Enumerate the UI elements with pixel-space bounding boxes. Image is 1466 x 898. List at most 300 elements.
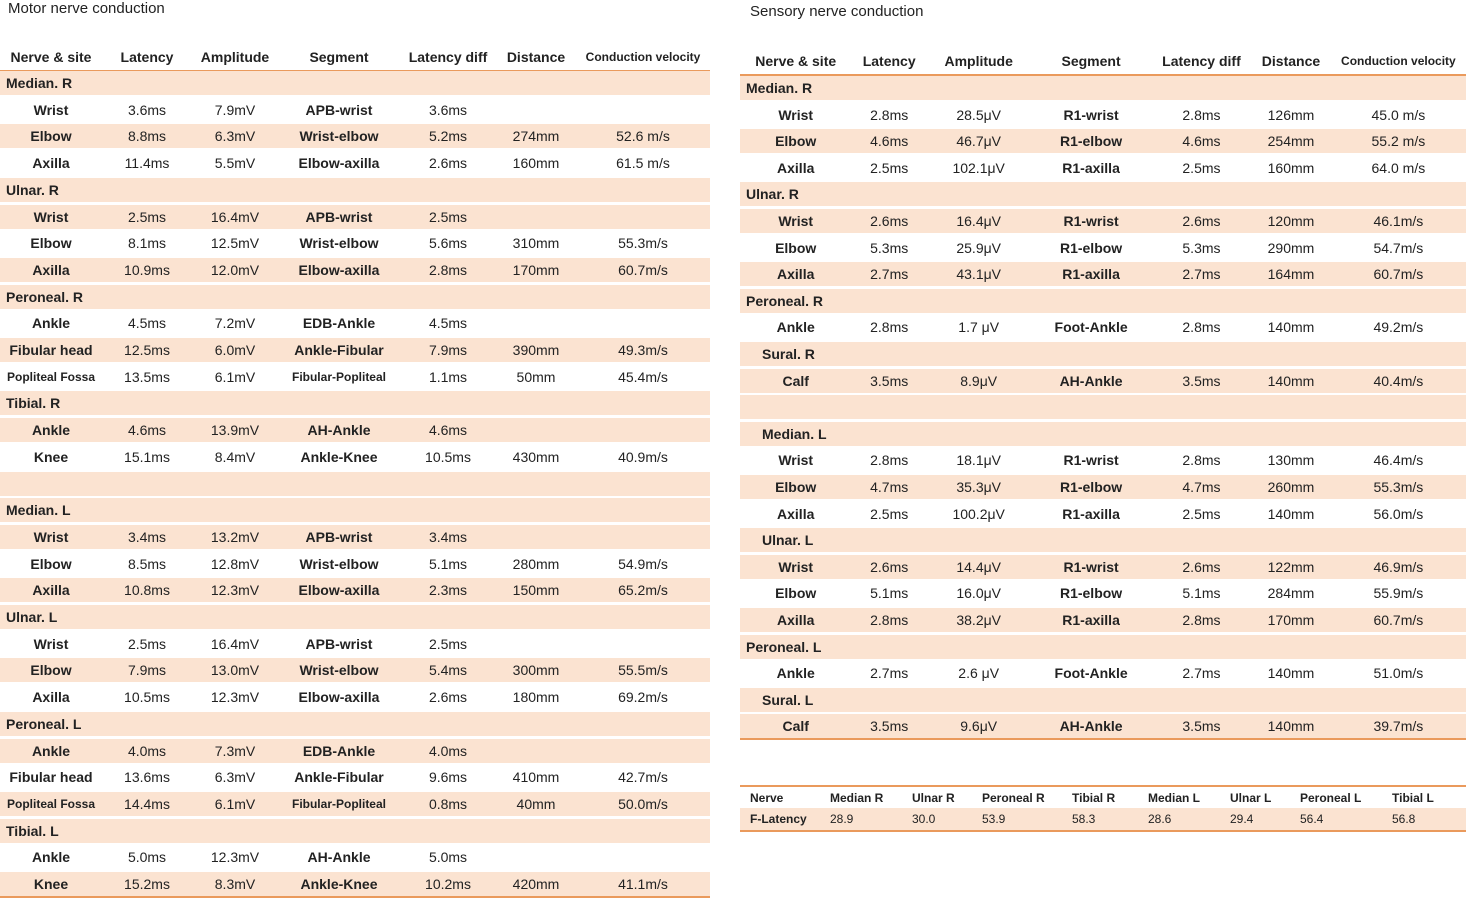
motor-cell-latency: 10.9ms [124, 261, 170, 278]
sensory-cell-site: Elbow [775, 585, 817, 602]
sensory-header-cell: Segment [1061, 53, 1121, 69]
motor-cell-amplitude: 13.2mV [210, 528, 260, 545]
motor-data-row [0, 445, 710, 469]
sensory-title: Sensory nerve conduction [750, 3, 924, 20]
motor-cell-latency-diff: 5.6ms [428, 235, 468, 252]
sensory-header-cell: Amplitude [944, 53, 1013, 69]
sensory-group-row [740, 688, 1466, 712]
motor-cell-velocity: 55.5m/s [618, 662, 668, 679]
motor-cell-latency-diff: 4.6ms [428, 422, 468, 439]
motor-data-row [0, 418, 710, 442]
sensory-group-label: Sural. L [762, 691, 814, 708]
f-latency-header-cell: Tibial R [1072, 791, 1116, 805]
sensory-cell-velocity: 55.2 m/s [1371, 133, 1426, 150]
sensory-cell-latency-diff: 2.7ms [1182, 266, 1221, 283]
motor-cell-latency-diff: 5.2ms [428, 128, 468, 145]
sensory-group-row [740, 76, 1466, 100]
motor-cell-latency: 10.8ms [124, 582, 170, 599]
motor-data-row [0, 658, 710, 682]
sensory-cell-latency: 5.1ms [870, 585, 909, 602]
motor-cell-latency: 3.6ms [127, 101, 167, 118]
motor-cell-velocity: 40.9m/s [618, 448, 668, 465]
sensory-cell-segment: R1-axilla [1062, 612, 1120, 628]
sensory-header-row [740, 48, 1466, 76]
sensory-cell-distance: 120mm [1267, 213, 1315, 229]
sensory-cell-latency-diff: 2.8ms [1182, 612, 1221, 628]
motor-cell-site: Fibular head [9, 769, 93, 786]
motor-header-cell: Nerve & site [10, 49, 92, 65]
sensory-cell-distance: 260mm [1267, 479, 1315, 495]
sensory-cell-site: Wrist [778, 106, 814, 123]
motor-cell-latency: 2.5ms [127, 208, 167, 225]
motor-cell-distance: 170mm [512, 261, 560, 278]
sensory-cell-latency-diff: 2.8ms [1182, 319, 1221, 336]
motor-group-label: Peroneal. R [6, 288, 84, 305]
sensory-cell-amplitude: 43.1μV [956, 266, 1002, 283]
motor-cell-velocity: 55.3m/s [618, 235, 668, 252]
sensory-cell-latency: 2.8ms [870, 106, 909, 123]
motor-cell-segment: APB-wrist [305, 208, 373, 225]
motor-cell-latency: 8.5ms [127, 555, 167, 572]
motor-cell-amplitude: 12.5mV [210, 235, 260, 252]
motor-header-cell: Amplitude [200, 49, 270, 65]
sensory-cell-segment: AH-Ankle [1059, 718, 1123, 735]
sensory-cell-latency-diff: 2.5ms [1182, 505, 1221, 522]
sensory-cell-segment: R1-elbow [1059, 239, 1123, 256]
motor-header-cell: Latency diff [408, 49, 488, 65]
sensory-bottom-rule [740, 738, 1466, 740]
motor-cell-site: Elbow [30, 128, 72, 145]
sensory-cell-latency-diff: 2.7ms [1182, 665, 1221, 682]
motor-cell-segment: AH-Ankle [307, 422, 371, 439]
sensory-cell-amplitude: 35.3μV [956, 479, 1002, 495]
f-latency-header-cell: Ulnar L [1230, 791, 1272, 805]
sensory-cell-amplitude: 2.6 μV [958, 665, 1000, 682]
sensory-data-row [740, 581, 1466, 605]
motor-cell-latency-diff: 2.8ms [428, 261, 468, 278]
motor-cell-latency: 8.8ms [127, 128, 167, 145]
sensory-cell-segment: R1-axilla [1062, 159, 1120, 176]
sensory-data-row [740, 236, 1466, 260]
sensory-data-row [740, 502, 1466, 526]
motor-cell-latency-diff: 5.0ms [428, 849, 468, 866]
sensory-cell-amplitude: 14.4μV [956, 558, 1002, 575]
sensory-data-row [740, 315, 1466, 339]
motor-cell-latency-diff: 5.1ms [428, 555, 468, 572]
motor-data-row [0, 872, 710, 896]
f-latency-header-cell: Ulnar R [912, 791, 955, 805]
sensory-cell-segment: Foot-Ankle [1054, 319, 1128, 336]
f-latency-header-row [740, 785, 1466, 809]
motor-cell-latency: 10.5ms [124, 689, 170, 706]
motor-group-label: Median. L [6, 502, 71, 519]
motor-cell-velocity: 42.7m/s [618, 769, 668, 786]
sensory-spacer-row [740, 395, 1466, 419]
sensory-data-row [740, 555, 1466, 579]
sensory-group-label: Ulnar. R [746, 186, 799, 203]
sensory-cell-velocity: 39.7m/s [1373, 718, 1424, 735]
sensory-cell-amplitude: 46.7μV [956, 133, 1002, 150]
motor-cell-segment: Wrist-elbow [299, 235, 379, 252]
sensory-cell-latency: 2.5ms [870, 505, 909, 522]
motor-cell-distance: 300mm [512, 662, 560, 679]
sensory-cell-latency: 2.7ms [870, 665, 909, 682]
motor-data-row [0, 338, 710, 362]
sensory-cell-velocity: 54.7m/s [1373, 239, 1424, 256]
motor-cell-segment: Ankle-Knee [300, 876, 378, 892]
motor-cell-site: Elbow [30, 662, 72, 679]
sensory-cell-segment: R1-wrist [1063, 213, 1119, 229]
motor-data-row [0, 205, 710, 229]
motor-cell-amplitude: 13.0mV [210, 662, 260, 679]
sensory-cell-velocity: 60.7m/s [1373, 612, 1424, 628]
motor-cell-latency: 4.6ms [127, 422, 167, 439]
motor-cell-latency: 2.5ms [127, 635, 167, 652]
sensory-cell-distance: 126mm [1267, 106, 1315, 123]
sensory-cell-latency-diff: 5.1ms [1182, 585, 1221, 602]
motor-cell-amplitude: 12.8mV [210, 555, 260, 572]
motor-cell-segment: Elbow-axilla [298, 582, 380, 599]
sensory-data-row [740, 448, 1466, 472]
sensory-data-row [740, 262, 1466, 286]
motor-cell-amplitude: 6.3mV [214, 769, 256, 786]
motor-cell-segment: Ankle-Knee [300, 448, 378, 465]
sensory-cell-segment: R1-elbow [1059, 479, 1123, 495]
sensory-cell-latency: 2.6ms [870, 213, 909, 229]
motor-cell-amplitude: 16.4mV [210, 208, 260, 225]
sensory-cell-amplitude: 38.2μV [956, 612, 1002, 628]
sensory-cell-latency: 4.7ms [870, 479, 909, 495]
motor-cell-velocity: 69.2m/s [618, 689, 668, 706]
motor-cell-segment: Elbow-axilla [298, 155, 380, 172]
motor-data-row [0, 739, 710, 763]
motor-cell-site: Fibular head [9, 342, 93, 358]
motor-cell-amplitude: 6.1mV [214, 795, 256, 812]
sensory-header-cell: Latency [862, 53, 916, 69]
motor-header-cell: Latency [120, 49, 174, 65]
sensory-group-label: Peroneal. R [746, 292, 824, 309]
sensory-cell-amplitude: 16.4μV [956, 213, 1002, 229]
motor-data-row [0, 258, 710, 282]
motor-cell-amplitude: 16.4mV [210, 635, 260, 652]
motor-cell-latency-diff: 3.4ms [428, 528, 468, 545]
motor-cell-amplitude: 6.0mV [214, 342, 256, 358]
sensory-cell-velocity: 56.0m/s [1373, 505, 1424, 522]
motor-data-row [0, 311, 710, 335]
sensory-cell-latency-diff: 2.5ms [1182, 159, 1221, 176]
motor-data-row [0, 525, 710, 549]
motor-cell-latency-diff: 2.5ms [428, 208, 468, 225]
motor-cell-latency: 13.5ms [124, 368, 170, 385]
motor-cell-latency-diff: 9.6ms [428, 769, 468, 786]
motor-cell-velocity: 61.5 m/s [616, 155, 670, 172]
motor-cell-latency: 4.0ms [127, 742, 167, 759]
sensory-cell-velocity: 60.7m/s [1373, 266, 1424, 283]
sensory-cell-segment: R1-wrist [1063, 452, 1119, 469]
sensory-cell-latency-diff: 2.6ms [1182, 558, 1221, 575]
sensory-cell-latency: 3.5ms [870, 718, 909, 735]
motor-data-row [0, 765, 710, 789]
sensory-group-row [740, 342, 1466, 366]
sensory-cell-distance: 140mm [1267, 718, 1315, 735]
sensory-cell-segment: AH-Ankle [1059, 372, 1123, 389]
motor-cell-latency-diff: 2.3ms [428, 582, 468, 599]
sensory-cell-latency-diff: 3.5ms [1182, 372, 1221, 389]
motor-cell-distance: 420mm [512, 876, 560, 892]
sensory-cell-amplitude: 8.9μV [960, 372, 998, 389]
motor-cell-latency: 15.1ms [124, 448, 170, 465]
motor-cell-amplitude: 13.9mV [210, 422, 260, 439]
motor-cell-latency-diff: 5.4ms [428, 662, 468, 679]
sensory-cell-latency: 3.5ms [870, 372, 909, 389]
motor-cell-latency-diff: 1.1ms [428, 368, 468, 385]
motor-cell-distance: 410mm [512, 769, 560, 786]
sensory-header-cell: Nerve & site [755, 53, 837, 69]
motor-cell-amplitude: 12.0mV [210, 261, 260, 278]
sensory-cell-velocity: 55.9m/s [1373, 585, 1424, 602]
sensory-cell-velocity: 45.0 m/s [1371, 106, 1426, 123]
motor-cell-site: Elbow [30, 555, 72, 572]
sensory-cell-distance: 130mm [1267, 452, 1315, 469]
motor-cell-distance: 430mm [512, 448, 560, 465]
sensory-cell-amplitude: 100.2μV [952, 505, 1005, 522]
f-latency-header-cell: Median L [1148, 791, 1201, 805]
sensory-data-row [740, 129, 1466, 153]
f-latency-value: 30.0 [912, 812, 936, 826]
sensory-cell-site: Ankle [776, 319, 815, 336]
sensory-cell-site: Wrist [778, 452, 814, 469]
sensory-cell-velocity: 46.4m/s [1373, 452, 1424, 469]
sensory-cell-site: Ankle [776, 665, 815, 682]
sensory-data-row [740, 608, 1466, 632]
motor-cell-segment: Wrist-elbow [299, 662, 379, 679]
motor-cell-site: Axilla [32, 689, 70, 706]
motor-cell-velocity: 60.7m/s [618, 261, 668, 278]
motor-cell-latency: 12.5ms [124, 342, 170, 358]
sensory-cell-distance: 140mm [1267, 319, 1315, 336]
motor-cell-velocity: 49.3m/s [618, 342, 668, 358]
motor-spacer-row [0, 472, 710, 496]
motor-cell-segment: EDB-Ankle [302, 315, 376, 332]
motor-group-label: Ulnar. L [6, 609, 58, 625]
motor-group-label: Ulnar. R [6, 181, 59, 198]
sensory-cell-site: Elbow [775, 133, 817, 150]
motor-cell-latency: 3.4ms [127, 528, 167, 545]
motor-cell-amplitude: 7.3mV [214, 742, 256, 759]
sensory-cell-segment: R1-axilla [1062, 505, 1120, 522]
motor-cell-latency-diff: 2.6ms [428, 155, 468, 172]
motor-cell-velocity: 50.0m/s [618, 795, 668, 812]
sensory-cell-site: Axilla [777, 266, 815, 283]
sensory-group-label: Ulnar. L [762, 532, 814, 549]
motor-cell-distance: 50mm [516, 368, 556, 385]
motor-cell-amplitude: 5.5mV [214, 155, 256, 172]
sensory-cell-distance: 140mm [1267, 372, 1315, 389]
motor-cell-latency-diff: 2.5ms [428, 635, 468, 652]
sensory-cell-latency-diff: 5.3ms [1182, 239, 1221, 256]
motor-data-row [0, 685, 710, 709]
sensory-cell-velocity: 46.1m/s [1373, 213, 1424, 229]
motor-cell-velocity: 65.2m/s [618, 582, 668, 599]
sensory-cell-velocity: 51.0m/s [1373, 665, 1424, 682]
motor-cell-amplitude: 7.9mV [214, 101, 256, 118]
motor-cell-amplitude: 12.3mV [210, 582, 260, 599]
motor-cell-site: Popliteal Fossa [6, 369, 96, 384]
motor-group-row [0, 819, 710, 843]
motor-data-row [0, 845, 710, 869]
motor-cell-latency: 8.1ms [127, 235, 167, 252]
motor-cell-site: Knee [33, 448, 69, 465]
motor-cell-latency: 13.6ms [124, 769, 170, 786]
sensory-group-label: Median. L [762, 425, 827, 442]
sensory-cell-distance: 284mm [1267, 585, 1315, 602]
motor-cell-distance: 40mm [516, 795, 556, 812]
f-latency-label: F-Latency [750, 812, 807, 826]
sensory-cell-latency-diff: 4.6ms [1182, 133, 1221, 150]
sensory-cell-distance: 140mm [1267, 665, 1315, 682]
sensory-cell-distance: 160mm [1267, 159, 1315, 176]
motor-cell-segment: Fibular-Popliteal [291, 796, 386, 811]
sensory-data-row [740, 661, 1466, 685]
sensory-cell-velocity: 64.0 m/s [1371, 159, 1426, 176]
motor-cell-amplitude: 8.3mV [214, 876, 256, 892]
motor-cell-velocity: 52.6 m/s [616, 128, 670, 145]
motor-cell-segment: EDB-Ankle [302, 742, 376, 759]
sensory-cell-latency: 2.8ms [870, 612, 909, 628]
motor-data-row [0, 151, 710, 175]
motor-group-label: Tibial. L [6, 822, 59, 839]
motor-cell-segment: Fibular-Popliteal [291, 369, 386, 384]
motor-data-row [0, 792, 710, 816]
motor-cell-site: Axilla [32, 155, 70, 172]
motor-group-label: Median. R [6, 75, 73, 91]
motor-cell-latency: 4.5ms [127, 315, 167, 332]
motor-cell-distance: 160mm [512, 155, 560, 172]
sensory-cell-amplitude: 16.0μV [956, 585, 1002, 602]
sensory-cell-segment: Foot-Ankle [1054, 665, 1128, 682]
motor-cell-segment: AH-Ankle [307, 849, 371, 866]
motor-cell-site: Elbow [30, 235, 72, 252]
f-latency-header-cell: Peroneal R [982, 791, 1045, 805]
motor-cell-site: Knee [33, 876, 69, 892]
motor-cell-segment: Elbow-axilla [298, 689, 380, 706]
motor-cell-amplitude: 7.2mV [214, 315, 256, 332]
motor-cell-distance: 274mm [512, 128, 560, 145]
f-latency-value: 28.6 [1148, 812, 1172, 826]
motor-group-row [0, 605, 710, 629]
motor-header-cell: Conduction velocity [585, 50, 701, 64]
motor-cell-latency: 11.4ms [124, 155, 170, 172]
sensory-data-row [740, 714, 1466, 738]
f-latency-header-cell: Nerve [750, 791, 784, 805]
motor-data-row [0, 231, 710, 255]
sensory-cell-amplitude: 28.5μV [956, 106, 1002, 123]
motor-cell-latency-diff: 10.2ms [425, 876, 471, 892]
sensory-cell-latency: 2.8ms [870, 452, 909, 469]
motor-cell-amplitude: 6.3mV [214, 128, 256, 145]
sensory-cell-amplitude: 18.1μV [956, 452, 1002, 469]
motor-group-row [0, 178, 710, 202]
sensory-cell-latency-diff: 2.8ms [1182, 106, 1221, 123]
sensory-cell-segment: R1-wrist [1063, 106, 1119, 123]
motor-cell-velocity: 54.9m/s [618, 555, 668, 572]
motor-cell-latency: 7.9ms [127, 662, 167, 679]
motor-cell-latency: 14.4ms [124, 795, 170, 812]
motor-cell-segment: APB-wrist [305, 101, 373, 118]
sensory-cell-latency: 5.3ms [870, 239, 909, 256]
motor-cell-segment: APB-wrist [305, 528, 373, 545]
sensory-cell-amplitude: 9.6μV [960, 718, 998, 735]
motor-cell-site: Popliteal Fossa [6, 796, 96, 811]
motor-group-row [0, 498, 710, 522]
motor-group-label: Tibial. R [6, 395, 61, 412]
sensory-cell-site: Axilla [777, 159, 815, 176]
motor-cell-site: Wrist [33, 528, 69, 545]
motor-cell-distance: 180mm [512, 689, 560, 706]
motor-cell-site: Ankle [31, 315, 71, 332]
motor-cell-latency-diff: 0.8ms [428, 795, 468, 812]
sensory-cell-site: Axilla [777, 505, 815, 522]
sensory-cell-distance: 254mm [1267, 133, 1315, 150]
sensory-data-row [740, 209, 1466, 233]
motor-cell-distance: 310mm [512, 235, 560, 252]
motor-data-row [0, 632, 710, 656]
motor-cell-latency-diff: 3.6ms [428, 101, 468, 118]
sensory-cell-distance: 164mm [1267, 266, 1315, 283]
sensory-cell-site: Calf [782, 372, 809, 389]
sensory-cell-latency-diff: 2.6ms [1182, 213, 1221, 229]
f-latency-header-cell: Peroneal L [1300, 791, 1362, 805]
f-latency-value: 29.4 [1230, 812, 1254, 826]
motor-data-row [0, 578, 710, 602]
motor-data-row [0, 124, 710, 148]
sensory-cell-velocity: 49.2m/s [1373, 319, 1424, 336]
motor-cell-latency-diff: 2.6ms [428, 689, 468, 706]
motor-cell-latency-diff: 4.5ms [428, 315, 468, 332]
motor-cell-latency-diff: 4.0ms [428, 742, 468, 759]
motor-data-row [0, 365, 710, 389]
sensory-cell-distance: 140mm [1267, 505, 1315, 522]
motor-cell-velocity: 45.4m/s [618, 368, 668, 385]
sensory-header-cell: Conduction velocity [1341, 54, 1456, 68]
sensory-cell-latency-diff: 3.5ms [1182, 718, 1221, 735]
f-latency-value: 53.9 [982, 812, 1006, 826]
sensory-cell-velocity: 46.9m/s [1373, 558, 1424, 575]
sensory-cell-latency: 2.6ms [870, 558, 909, 575]
motor-header-cell: Distance [506, 49, 566, 65]
f-latency-header-cell: Median R [830, 791, 884, 805]
sensory-cell-latency: 2.5ms [870, 159, 909, 176]
sensory-cell-site: Elbow [775, 239, 817, 256]
sensory-cell-segment: R1-axilla [1062, 266, 1120, 283]
sensory-cell-segment: R1-wrist [1063, 558, 1119, 575]
sensory-data-row [740, 369, 1466, 393]
motor-cell-amplitude: 12.3mV [210, 689, 260, 706]
motor-title: Motor nerve conduction [8, 0, 165, 17]
sensory-cell-amplitude: 1.7 μV [958, 319, 1000, 336]
motor-cell-site: Axilla [32, 582, 70, 599]
sensory-data-row [740, 156, 1466, 180]
sensory-cell-distance: 170mm [1267, 612, 1315, 628]
sensory-group-row [740, 635, 1466, 659]
motor-group-row [0, 391, 710, 415]
sensory-cell-amplitude: 25.9μV [956, 239, 1002, 256]
motor-header-row [0, 44, 710, 72]
sensory-cell-latency: 2.8ms [870, 319, 909, 336]
motor-cell-distance: 150mm [512, 582, 560, 599]
sensory-data-row [740, 103, 1466, 127]
f-latency-value: 56.8 [1392, 812, 1416, 826]
